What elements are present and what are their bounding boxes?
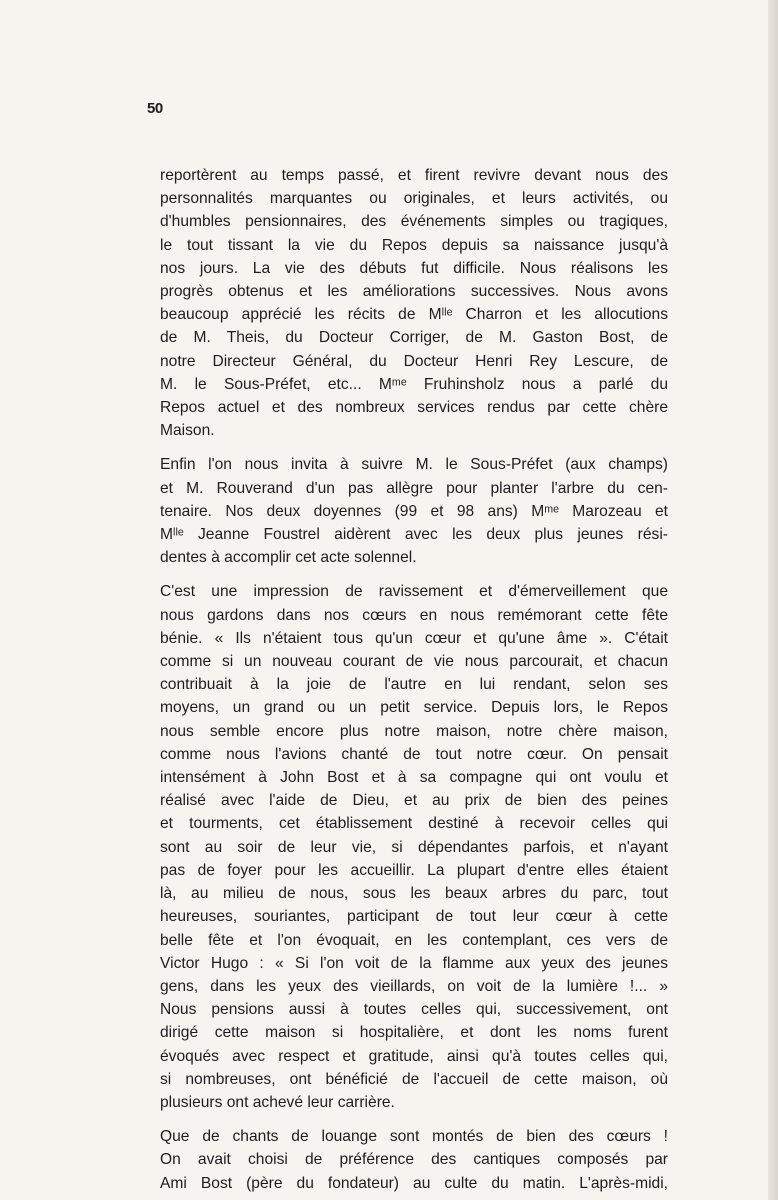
text-line: Mˡˡᵉ Jeanne Foustrel aidèrent avec les deux plus jeunes rési- (160, 526, 668, 544)
text-line: personnalités marquantes ou originales, et leurs activités, ou (160, 190, 668, 208)
text-line: intensément à John Bost et à sa compagne qui ont voulu et (160, 769, 668, 787)
page-edge (768, 0, 778, 1200)
text-line: Enfin l'on nous invita à suivre M. le Sous-Préfet (aux champs) (160, 456, 668, 474)
text-line: Maison. (160, 422, 215, 440)
text-line: tenaire. Nos deux doyennes (99 et 98 ans) Mᵐᵉ Marozeau et (160, 502, 668, 520)
text-line: progrès obtenus et les améliorations successives. Nous avons (160, 283, 668, 301)
text-line: bénie. « Ils n'étaient tous qu'un cœur et qu'une âme ». C'était (160, 629, 668, 647)
text-line: notre Directeur Général, du Docteur Henri Rey Lescure, de (160, 352, 668, 370)
paragraph (146, 1125, 668, 1195)
text-line: heureuses, souriantes, participant de tout leur cœur à cette (160, 908, 668, 926)
text-line: comme nous l'avions chanté de tout notre cœur. On pensait (160, 745, 668, 763)
text-line: comme si un nouveau courant de vie nous parcourait, et chacun (160, 653, 668, 671)
text-line: et M. Rouverand d'un pas allègre pour planter l'arbre du cen- (160, 479, 668, 497)
paragraph (146, 580, 668, 1114)
text-line: nos jours. La vie des débuts fut difficile. Nous réalisons les (160, 259, 668, 277)
text-line: pas de foyer pour les accueillir. La plupart d'entre elles étaient (160, 861, 668, 879)
text-line: d'humbles pensionnaires, des événements simples ou tragiques, (160, 213, 668, 231)
paragraph (146, 164, 668, 442)
text-line: là, au milieu de nous, sous les beaux arbres du parc, tout (160, 885, 668, 903)
text-line: de M. Theis, du Docteur Corriger, de M. Gaston Bost, de (160, 329, 668, 347)
paragraph (146, 453, 668, 569)
text-line: sont au soir de leur vie, si dépendantes parfois, et n'ayant (160, 838, 668, 856)
text-line: gens, dans les yeux des vieillards, on voit de la lumière !... » (160, 977, 668, 995)
text-line: réalisé avec l'aide de Dieu, et au prix de bien des peines (160, 792, 668, 810)
text-line: et tourments, cet établissement destiné à recevoir celles qui (160, 815, 668, 833)
text-line: dentes à accomplir cet acte solennel. (160, 549, 417, 567)
text-line: contribuait à la joie de l'autre en lui rendant, selon ses (160, 676, 668, 694)
text-line: beaucoup apprécié les récits de Mˡˡᵉ Charron et les allocutions (160, 306, 668, 324)
text-line: évoqués avec respect et gratitude, ainsi qu'à toutes celles qui, (160, 1047, 668, 1065)
text-line: nous semble encore plus notre maison, notre chère maison, (160, 722, 668, 740)
text-line: plusieurs ont achevé leur carrière. (160, 1093, 395, 1111)
text-line: C'est une impression de ravissement et d'émerveillement que (160, 583, 668, 601)
text-line: Ami Bost (père du fondateur) au culte du matin. L'après-midi, (160, 1174, 668, 1192)
text-line: M. le Sous-Préfet, etc... Mᵐᵉ Fruhinsholz nous a parlé du (160, 375, 668, 393)
text-line: dirigé cette maison si hospitalière, et dont les noms furent (160, 1024, 668, 1042)
body-text (146, 164, 668, 1195)
text-line: moyens, un grand ou un petit service. Depuis lors, le Repos (160, 699, 668, 717)
text-line: reportèrent au temps passé, et firent revivre devant nous des (160, 167, 668, 184)
text-line: nous gardons dans nos cœurs en nous remémorant cette fête (160, 606, 668, 624)
text-line: Victor Hugo : « Si l'on voit de la flamme aux yeux des jeunes (160, 954, 668, 972)
text-line: le tout tissant la vie du Repos depuis sa naissance jusqu'à (160, 236, 668, 254)
text-line: Nous pensions aussi à toutes celles qui, successivement, ont (160, 1001, 668, 1019)
text-line: Repos actuel et des nombreux services rendus par cette chère (160, 399, 668, 417)
text-line: si nombreuses, ont bénéficié de l'accueil de cette maison, où (160, 1070, 668, 1088)
text-line: belle fête et l'on évoquait, en les contemplant, ces vers de (160, 931, 668, 949)
text-line: Que de chants de louange sont montés de bien des cœurs ! (160, 1128, 668, 1146)
text-line: On avait choisi de préférence des cantiques composés par (160, 1151, 668, 1169)
page-number: 50 (147, 100, 163, 117)
